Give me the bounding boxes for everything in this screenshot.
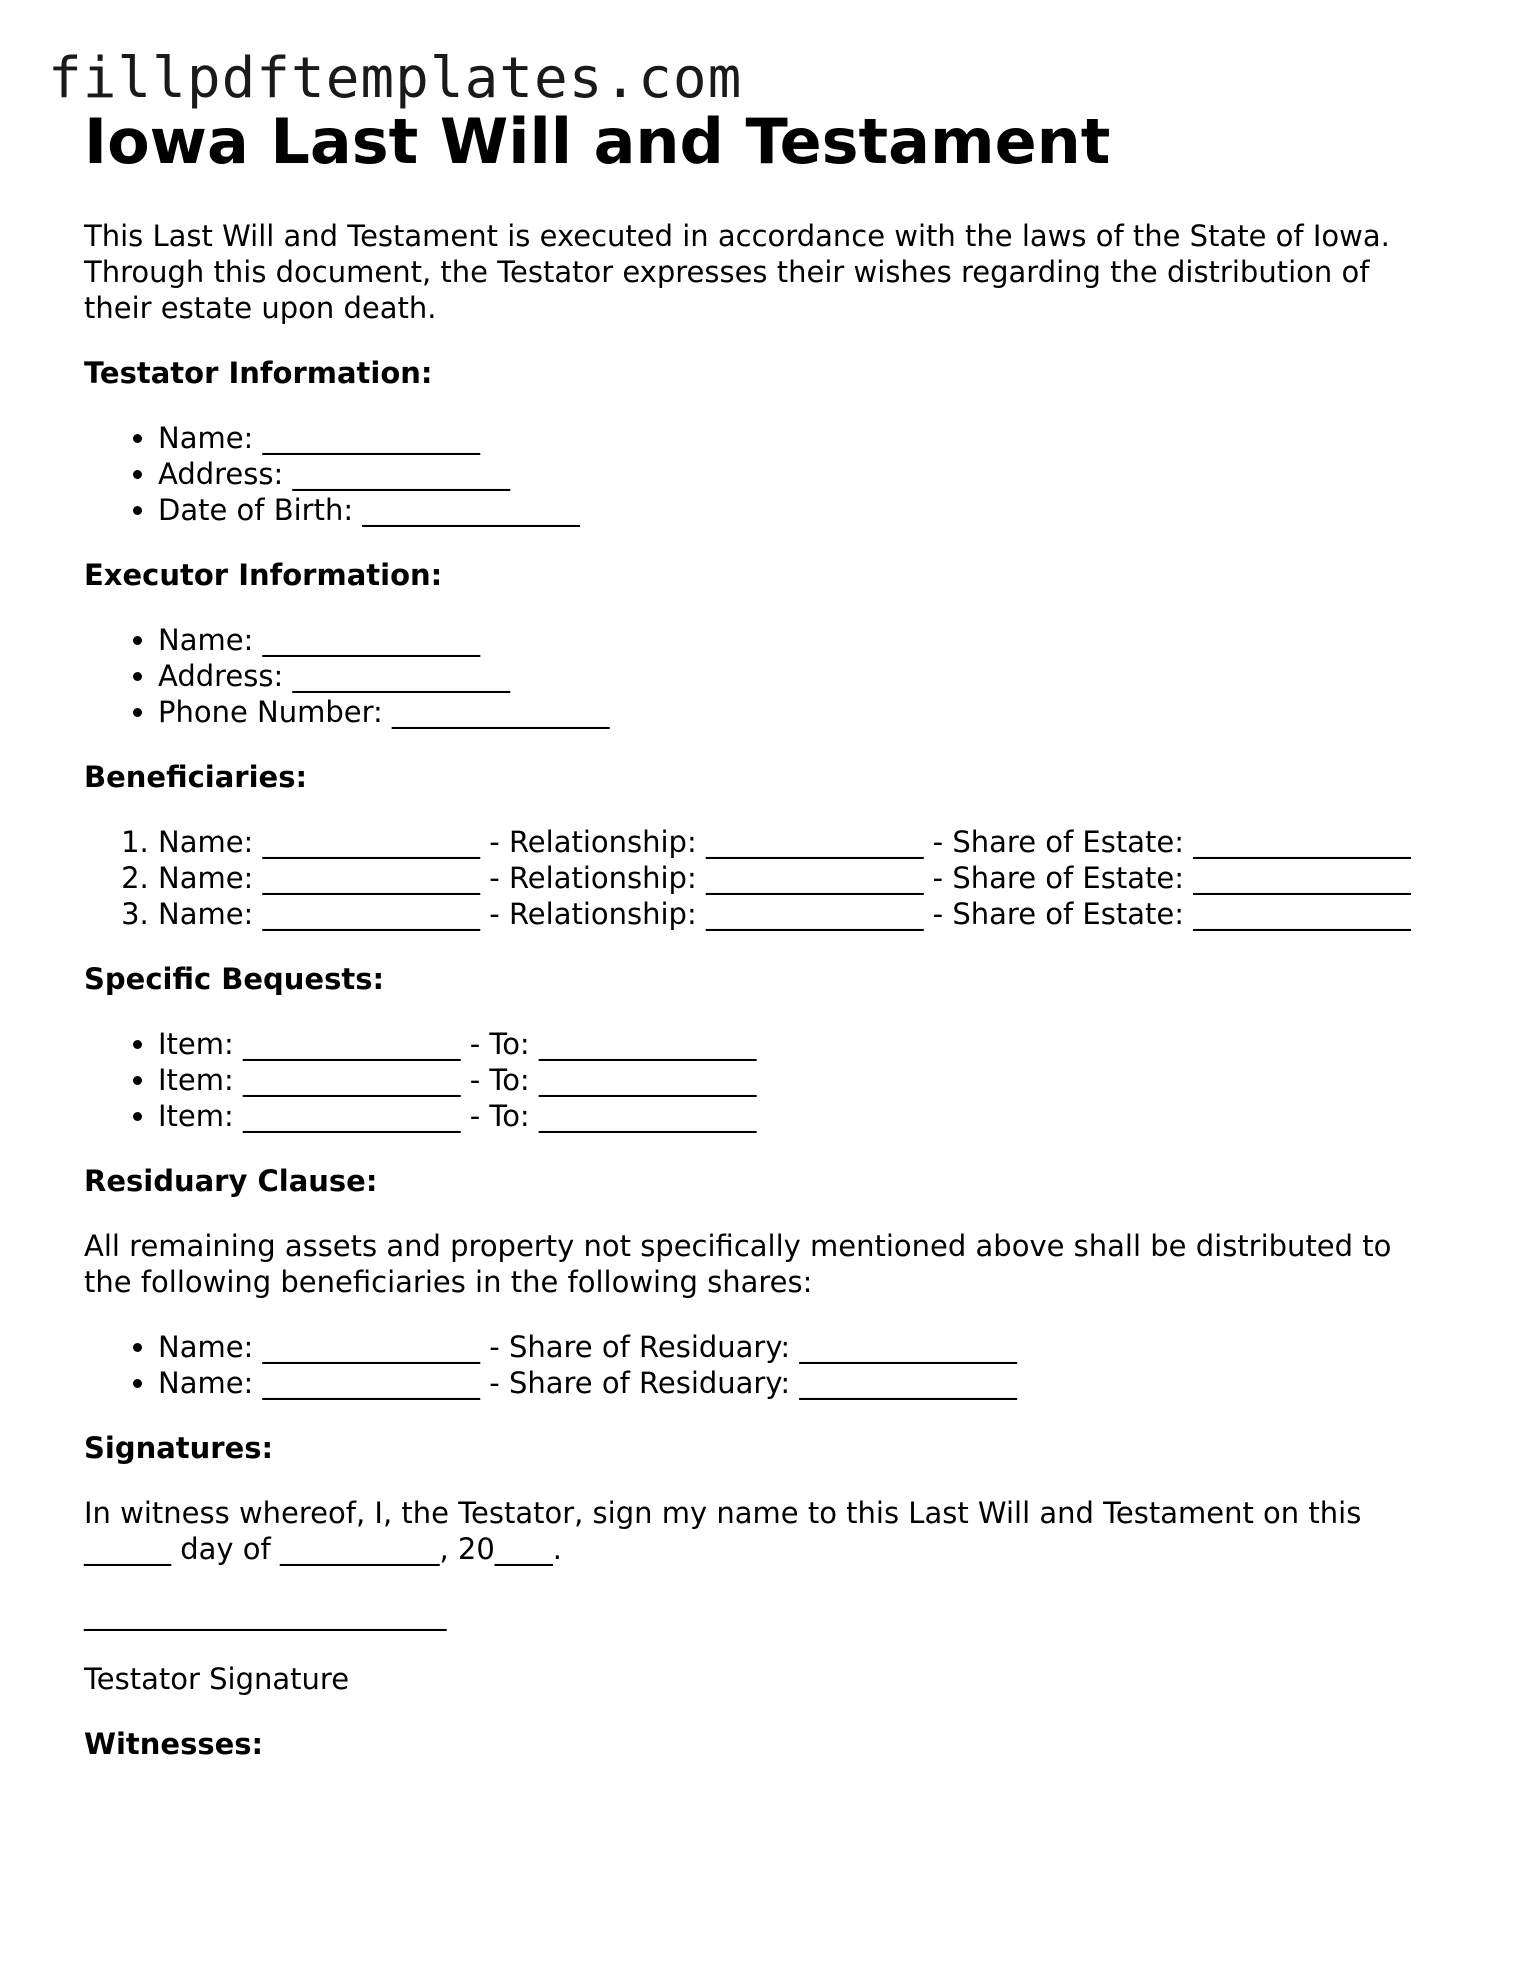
signature-line: _________________________ <box>84 1597 447 1631</box>
page-title: Iowa Last Will and Testament <box>84 105 1111 178</box>
witnesses-heading: Witnesses: <box>84 1727 264 1761</box>
list-item: • Phone Number: _______________ <box>158 694 1444 730</box>
list-item: • Name: _______________ - Share of Residuary: _______________ <box>158 1329 1444 1365</box>
list-item: • Name: _______________ <box>158 420 1444 456</box>
signatures-text: In witness whereof, I, the Testator, sign my name to this Last Will and Testament on this ______ day of ___________, 20____. <box>84 1496 1362 1566</box>
list-item: 1. Name: _______________ - Relationship: _______________ - Share of Estate: _______________ <box>158 824 1444 860</box>
executor-list <box>84 622 1444 730</box>
executor-heading: Executor Information: <box>84 558 443 592</box>
residuary-list <box>84 1329 1444 1401</box>
list-item: • Address: _______________ <box>158 658 1444 694</box>
testator-heading: Testator Information: <box>84 356 433 390</box>
residuary-heading: Residuary Clause: <box>84 1164 378 1198</box>
list-item: • Date of Birth: _______________ <box>158 492 1444 528</box>
list-item: • Address: _______________ <box>158 456 1444 492</box>
list-item: 3. Name: _______________ - Relationship: _______________ - Share of Estate: _______________ <box>158 896 1444 932</box>
list-item: • Item: _______________ - To: _______________ <box>158 1026 1444 1062</box>
list-item: • Item: _______________ - To: _______________ <box>158 1062 1444 1098</box>
intro-paragraph: This Last Will and Testament is executed in accordance with the laws of the State of Iowa. Through this document, the Testator expresses their wishes regarding the distribution of their estate upon death. <box>84 219 1390 325</box>
bequests-heading: Specific Bequests: <box>84 962 385 996</box>
signature-label: Testator Signature <box>84 1662 350 1696</box>
document-page <box>84 104 1444 1762</box>
testator-list <box>84 420 1444 528</box>
list-item: • Name: _______________ <box>158 622 1444 658</box>
signatures-heading: Signatures: <box>84 1431 274 1465</box>
beneficiaries-heading: Beneficiaries: <box>84 760 308 794</box>
list-item: • Name: _______________ - Share of Residuary: _______________ <box>158 1365 1444 1401</box>
list-item: • Item: _______________ - To: _______________ <box>158 1098 1444 1134</box>
bequests-list <box>84 1026 1444 1134</box>
beneficiaries-list <box>84 824 1444 932</box>
list-item: 2. Name: _______________ - Relationship: _______________ - Share of Estate: _______________ <box>158 860 1444 896</box>
watermark: fillpdftemplates.com <box>48 46 743 111</box>
residuary-text: All remaining assets and property not specifically mentioned above shall be distributed to the following beneficiaries in the following shares: <box>84 1229 1392 1299</box>
